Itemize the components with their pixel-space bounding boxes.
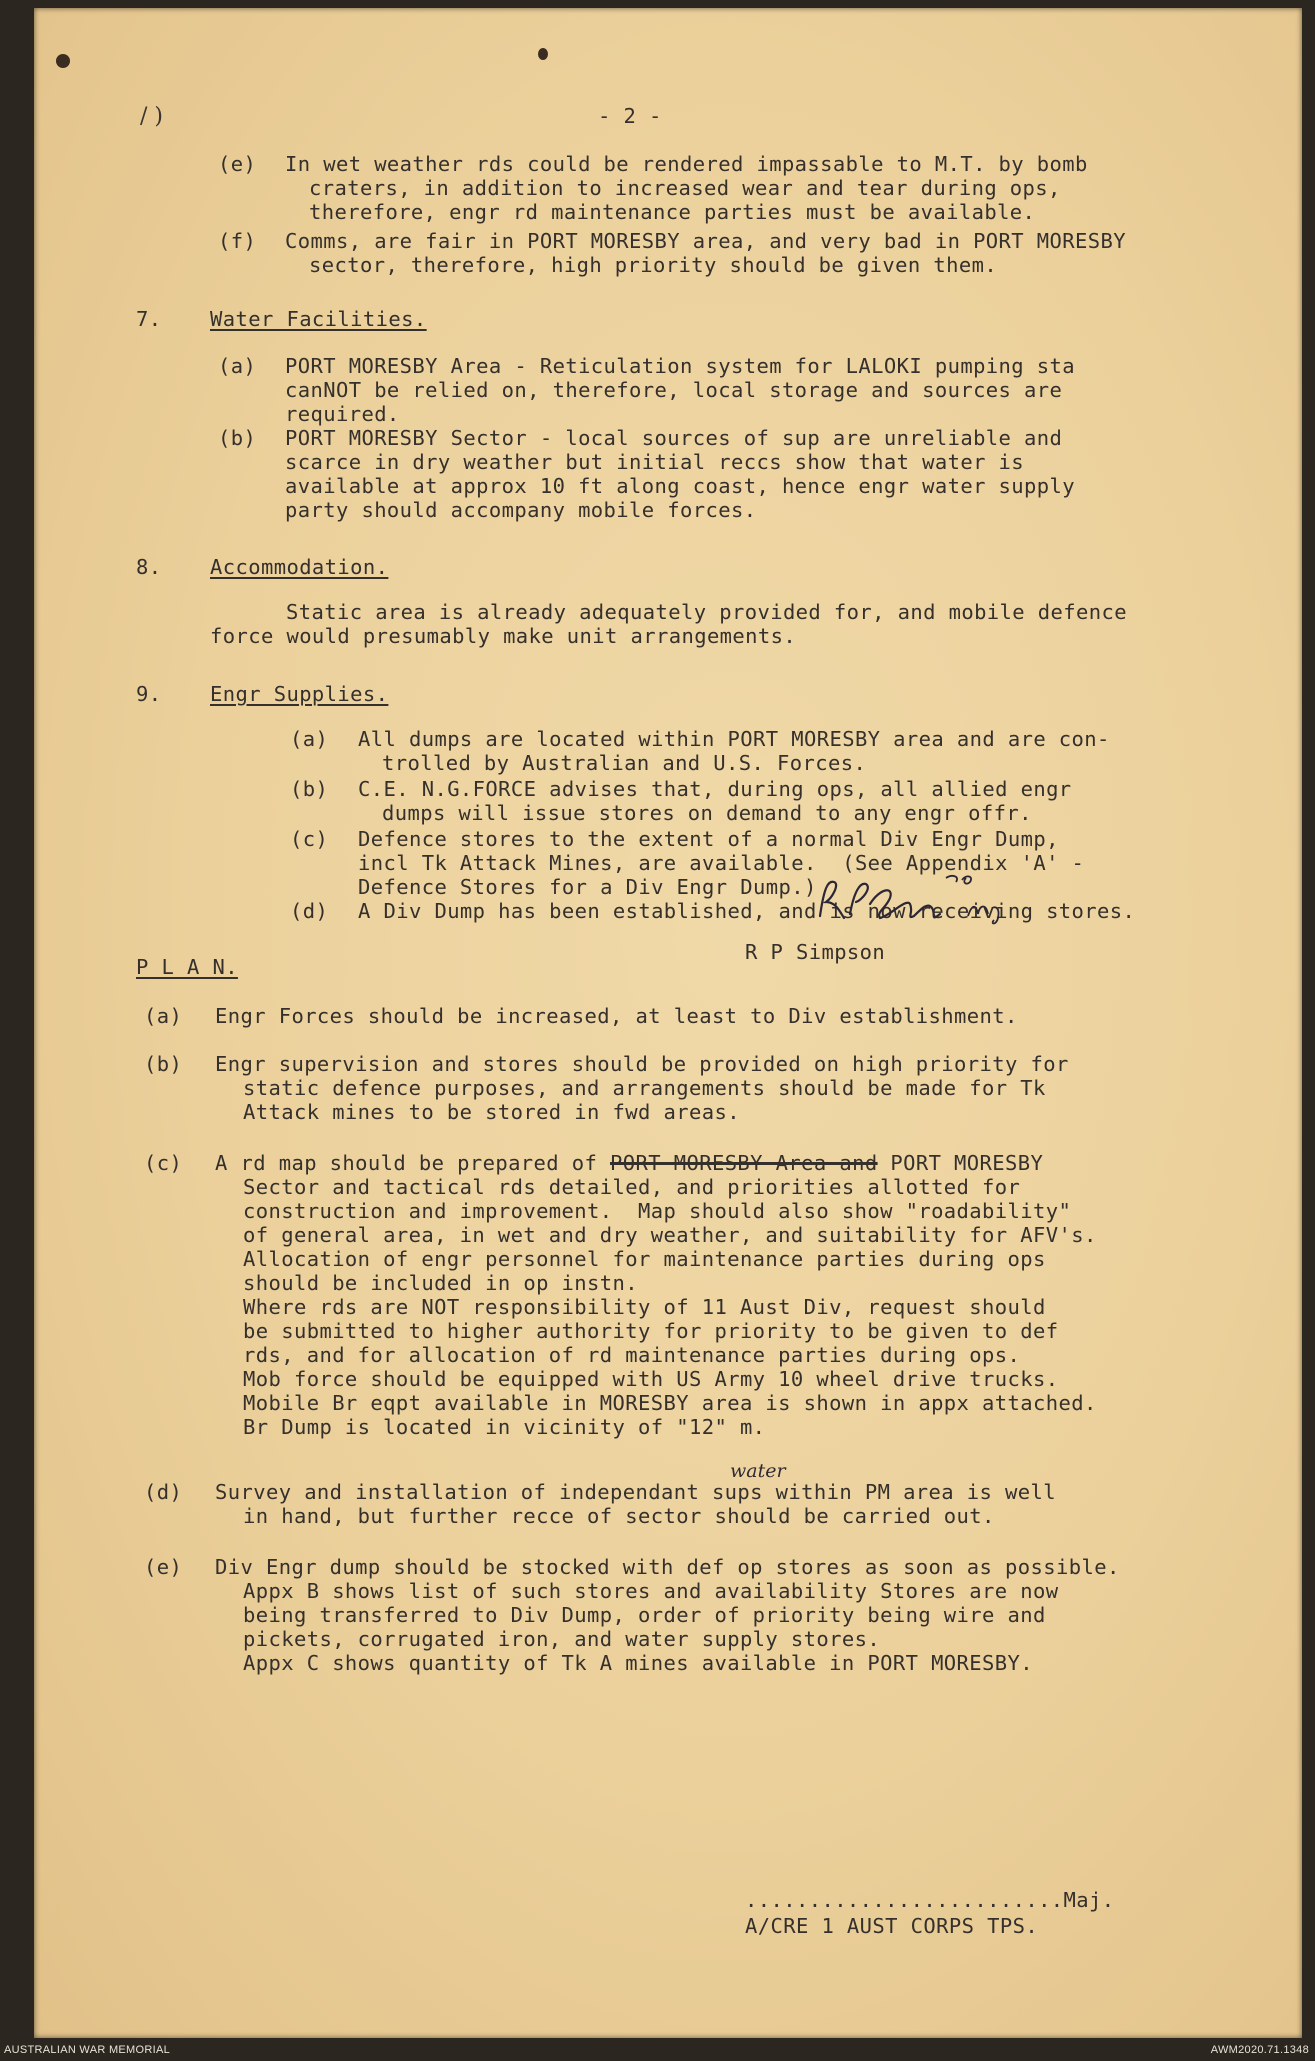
text-line: Engr supervision and stores should be provided on high priority for — [215, 1052, 1069, 1076]
section-number: 7. — [136, 307, 162, 331]
signature-role: A/CRE 1 AUST CORPS TPS. — [745, 1914, 1039, 1938]
text-line: Sector and tactical rds detailed, and priorities allotted for — [243, 1175, 1021, 1199]
item-label: (a) — [144, 1004, 183, 1028]
text-line: being transferred to Div Dump, order of priority being wire and — [243, 1603, 1046, 1627]
text-line: PORT MORESBY Area - Reticulation system for LALOKI pumping sta — [285, 354, 1076, 378]
text-line: A Div Dump has been established, and is now receiving stores. — [358, 899, 1136, 923]
handwritten-insert: water — [730, 1460, 786, 1482]
text-line: Where rds are NOT responsibility of 11 Aust Div, request should — [243, 1295, 1046, 1319]
paragraph-9b — [358, 777, 1072, 825]
text-line: therefore, engr rd maintenance parties must be available. — [309, 200, 1036, 224]
item-label: (b) — [144, 1052, 183, 1076]
text-line — [215, 1151, 1097, 1175]
text-line: Static area is already adequately provided for, and mobile defence — [286, 600, 1127, 624]
text-line: Engr Forces should be increased, at least to Div establishment. — [215, 1004, 1018, 1028]
text-line: in hand, but further recce of sector should be carried out. — [243, 1504, 995, 1528]
text-line: rds, and for allocation of rd maintenance parties during ops. — [243, 1343, 1021, 1367]
item-label: (d) — [290, 899, 329, 923]
item-label: (f) — [218, 229, 257, 253]
signature-text: R P Simpson — [745, 940, 886, 964]
text-line: dumps will issue stores on demand to any engr offr. — [382, 801, 1032, 825]
section-title: Accommodation. — [210, 555, 389, 579]
text-line: Br Dump is located in vicinity of "12" m. — [243, 1415, 766, 1439]
text-line: Mob force should be equipped with US Army 10 wheel drive trucks. — [243, 1367, 1059, 1391]
plan-title: P L A N. — [136, 955, 238, 979]
paragraph-6f — [285, 229, 1126, 277]
struck-text: PORT MORESBY Area and — [610, 1151, 878, 1175]
text-line: craters, in addition to increased wear and tear during ops, — [309, 176, 1061, 200]
footer-right: AWM2020.71.1348 — [1210, 2044, 1309, 2056]
text-line: pickets, corrugated iron, and water supply stores. — [243, 1627, 881, 1651]
text-line: available at approx 10 ft along coast, hence engr water supply — [285, 474, 1076, 498]
text-line: required. — [285, 402, 400, 426]
text-line: sector, therefore, high priority should be given them. — [309, 253, 998, 277]
text-line: trolled by Australian and U.S. Forces. — [382, 751, 867, 775]
item-label: (a) — [290, 727, 329, 751]
text-fragment: A rd map should be prepared of — [215, 1151, 611, 1175]
paragraph-6e — [285, 152, 1088, 224]
item-label: (b) — [218, 426, 257, 450]
text-line: incl Tk Attack Mines, are available. (See Appendix 'A' - — [358, 851, 1085, 875]
signature — [810, 868, 1050, 928]
text-line: Defence stores to the extent of a normal Div Engr Dump, — [358, 827, 1059, 851]
item-label: (c) — [144, 1151, 183, 1175]
item-label: (e) — [144, 1555, 183, 1579]
signature-line: .........................Maj. — [745, 1888, 1115, 1912]
text-line: party should accompany mobile forces. — [285, 498, 757, 522]
text-line: Allocation of engr personnel for maintenance parties during ops — [243, 1247, 1046, 1271]
paragraph-8 — [210, 600, 1127, 648]
text-line: static defence purposes, and arrangements should be made for Tk — [243, 1076, 1046, 1100]
plan-c — [215, 1151, 1097, 1439]
text-line: construction and improvement. Map should also show "roadability" — [243, 1199, 1072, 1223]
footer-left: AUSTRALIAN WAR MEMORIAL — [4, 2044, 171, 2056]
section-number: 8. — [136, 555, 162, 579]
text-line: C.E. N.G.FORCE advises that, during ops, all allied engr — [358, 777, 1072, 801]
corner-mark: / ) — [140, 104, 163, 129]
text-line: Survey and installation of independant sups within PM area is well — [215, 1480, 1056, 1504]
text-line: of general area, in wet and dry weather, and suitability for AFV's. — [243, 1223, 1097, 1247]
paragraph-9a — [358, 727, 1110, 775]
text-line: Defence Stores for a Div Engr Dump.) — [358, 875, 817, 899]
plan-e — [215, 1555, 1120, 1675]
section-title: Water Facilities. — [210, 307, 427, 331]
text-line: Comms, are fair in PORT MORESBY area, and very bad in PORT MORESBY — [285, 229, 1126, 253]
item-label: (e) — [218, 152, 257, 176]
punch-hole — [538, 48, 548, 60]
item-label: (a) — [218, 354, 257, 378]
paragraph-7a — [285, 354, 1075, 426]
text-line: scarce in dry weather but initial reccs show that water is — [285, 450, 1025, 474]
section-title: Engr Supplies. — [210, 682, 389, 706]
paragraph-7b — [285, 426, 1075, 522]
item-label: (c) — [290, 827, 329, 851]
text-line: Appx C shows quantity of Tk A mines available in PORT MORESBY. — [243, 1651, 1034, 1675]
item-label: (b) — [290, 777, 329, 801]
text-line: should be included in op instn. — [243, 1271, 639, 1295]
plan-d — [215, 1480, 1056, 1528]
text-line: Appx B shows list of such stores and availability Stores are now — [243, 1579, 1059, 1603]
text-line: PORT MORESBY Sector - local sources of sup are unreliable and — [285, 426, 1063, 450]
text-line: canNOT be relied on, therefore, local storage and sources are — [285, 378, 1063, 402]
text-line: In wet weather rds could be rendered impassable to M.T. by bomb — [285, 152, 1088, 176]
punch-hole — [56, 54, 70, 68]
plan-b — [215, 1052, 1069, 1124]
plan-a — [215, 1004, 1018, 1028]
text-line: be submitted to higher authority for priority to be given to def — [243, 1319, 1059, 1343]
text-line: All dumps are located within PORT MORESBY area and are con- — [358, 727, 1110, 751]
page-number: - 2 - — [598, 104, 662, 128]
section-number: 9. — [136, 682, 162, 706]
text-fragment: PORT MORESBY — [877, 1151, 1044, 1175]
item-label: (d) — [144, 1480, 183, 1504]
text-line: Attack mines to be stored in fwd areas. — [243, 1100, 740, 1124]
text-line: Div Engr dump should be stocked with def op stores as soon as possible. — [215, 1555, 1120, 1579]
text-line: Mobile Br eqpt available in MORESBY area is shown in appx attached. — [243, 1391, 1097, 1415]
text-line: force would presumably make unit arrangements. — [210, 624, 797, 648]
